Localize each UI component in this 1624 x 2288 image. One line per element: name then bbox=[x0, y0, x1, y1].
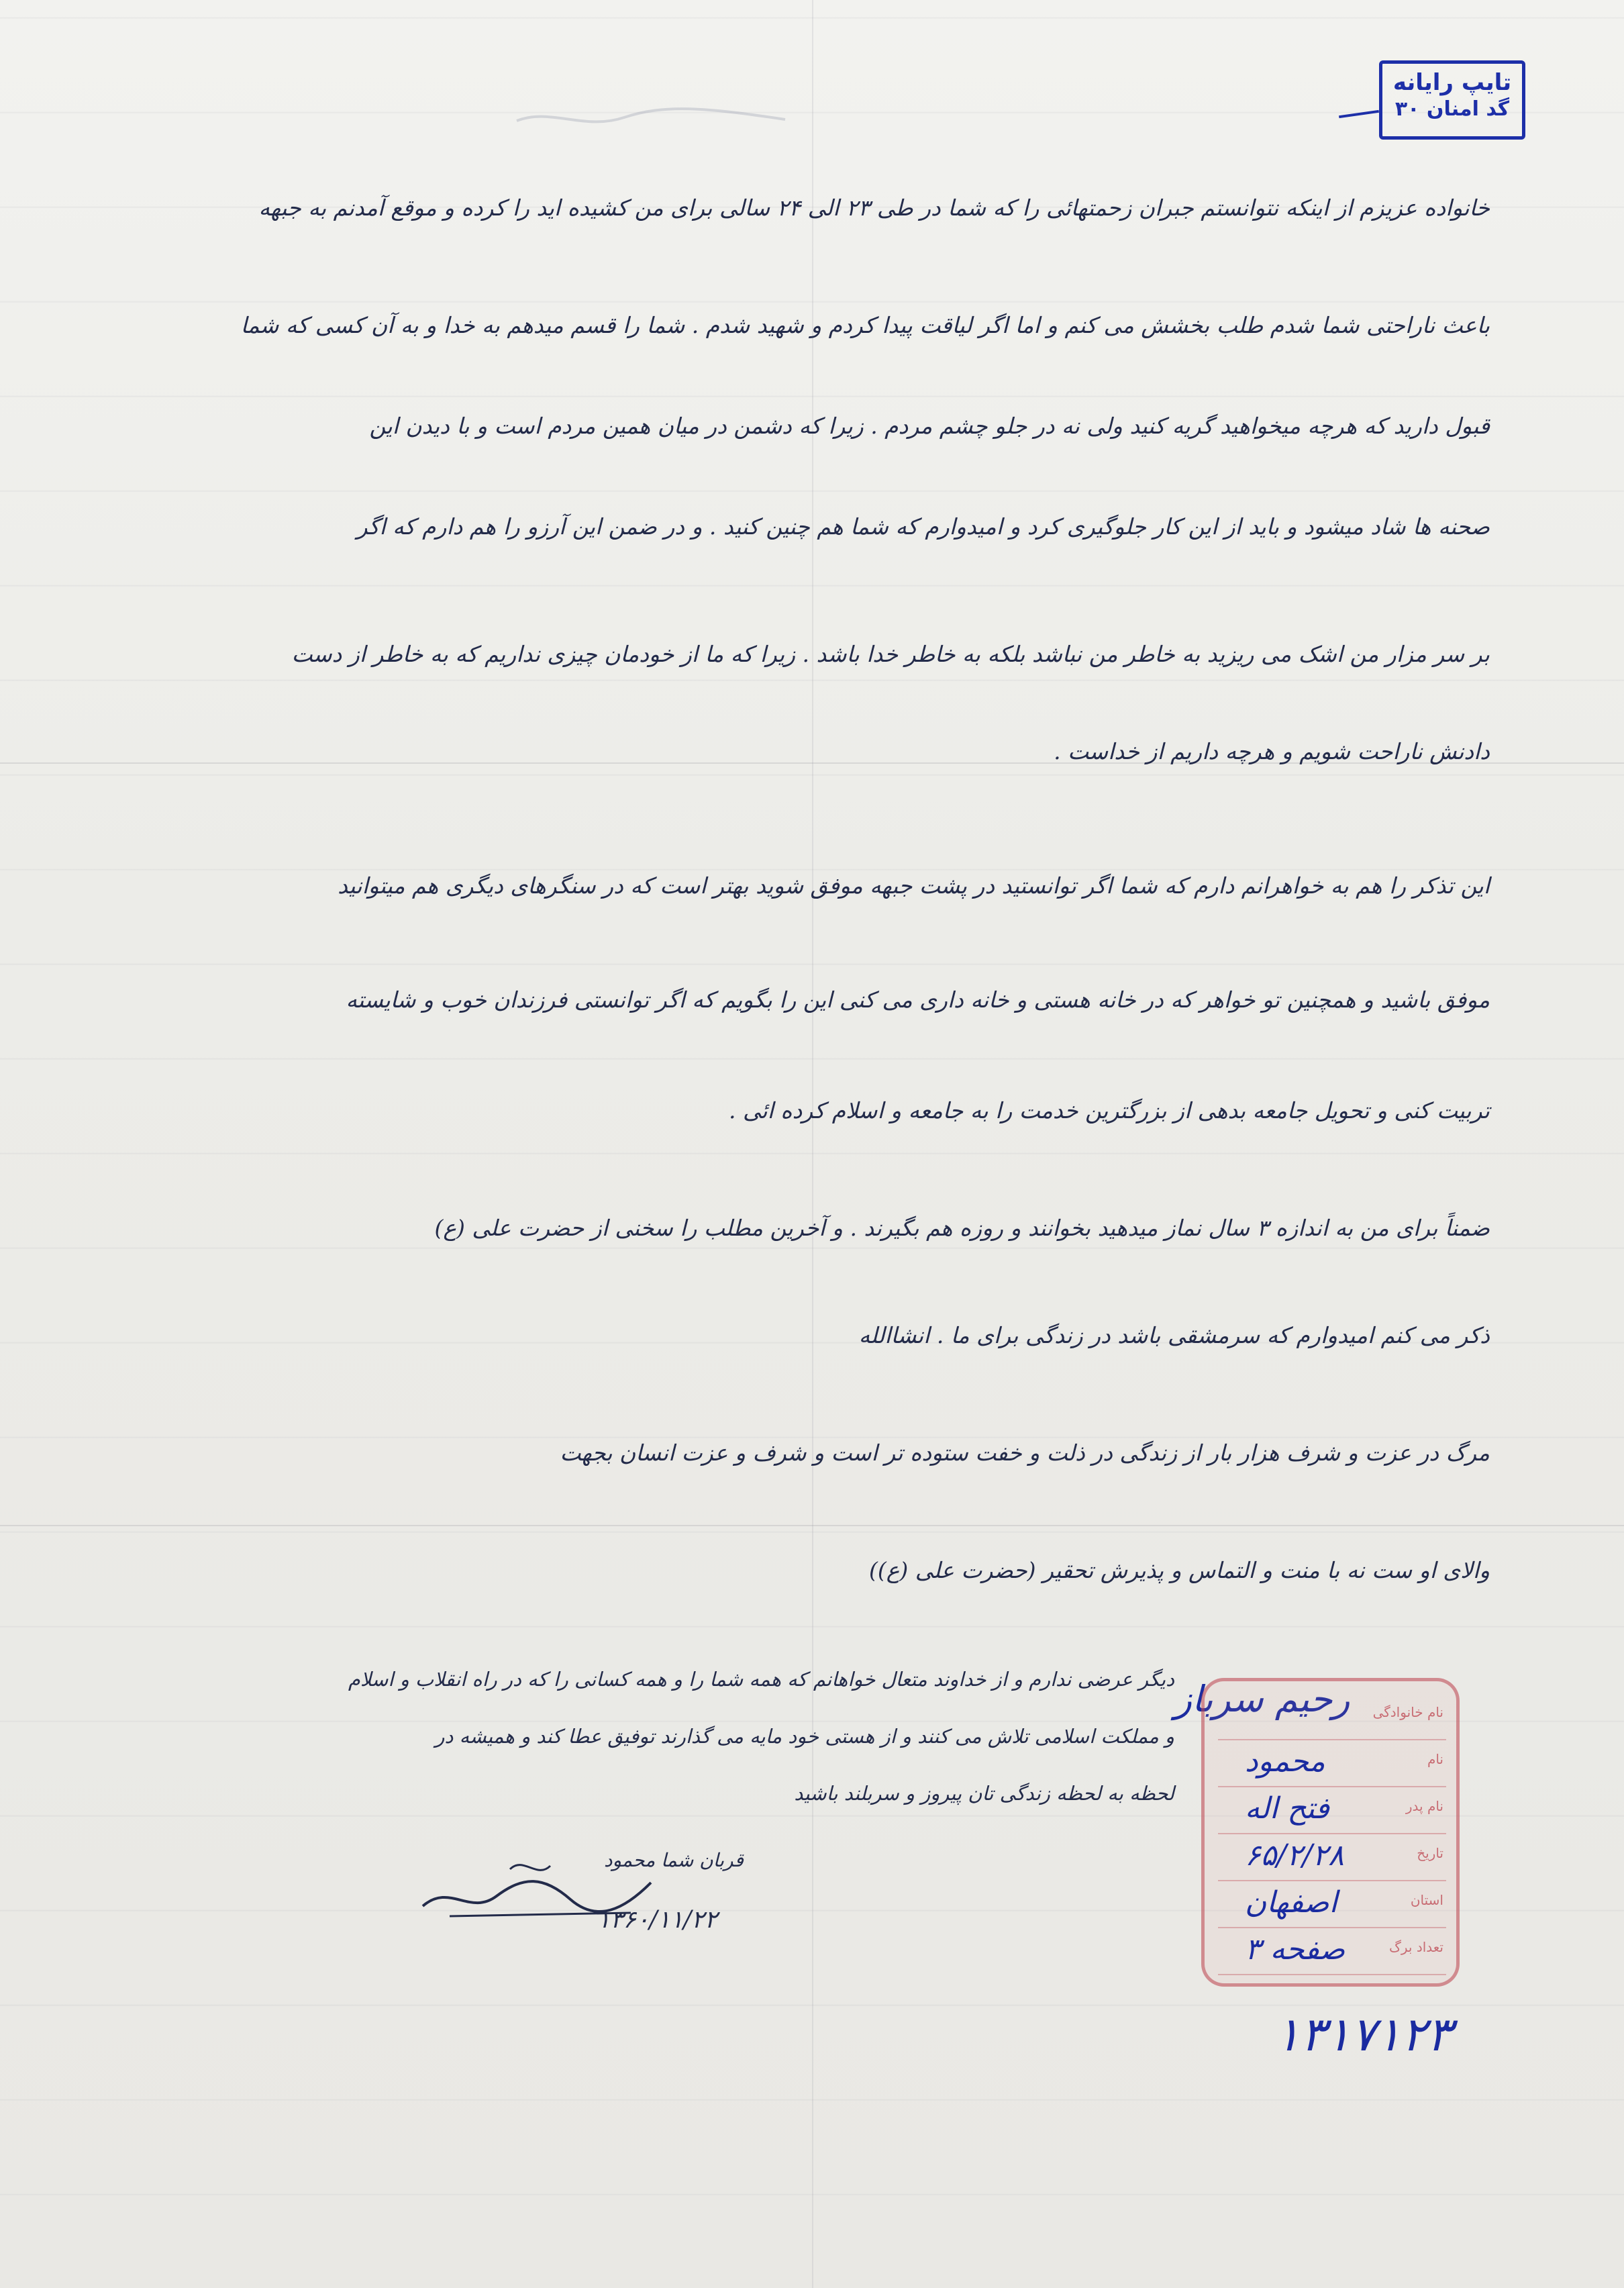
letter-line: خانواده عزیزم از اینکه نتوانستم جبران زحمتهائی را که شما در طی ۲۳ الی ۲۴ سالی برای من کشیده اید را کرده و موقع آمدنم به جبهه bbox=[258, 195, 1490, 221]
stamp-row bbox=[1218, 1932, 1446, 1975]
closing-line: دیگر عرضی ندارم و از خداوند متعال خواهانم که همه شما را و همه کسانی را که در راه انقلاب و اسلام bbox=[348, 1668, 1174, 1691]
stamp-field-value: فتح اله bbox=[1245, 1791, 1329, 1826]
stamp-row bbox=[1218, 1838, 1446, 1881]
closing-line: و مملکت اسلامی تلاش می کنند و از هستی خود مایه می گذارند توفیق عطا کند و همیشه در bbox=[435, 1725, 1174, 1748]
letter-line: دادنش ناراحت شویم و هرچه داریم از خداست . bbox=[1054, 738, 1490, 764]
letter-line: موفق باشید و همچنین تو خواهر که در خانه هستی و خانه داری می کنی این را بگویم که اگر توانستی فرزندان خوب و شایسته bbox=[346, 987, 1490, 1013]
stamp-field-value: محمود bbox=[1245, 1744, 1325, 1779]
letter-line: مرگ در عزت و شرف هزار بار از زندگی در ذلت و خفت ستوده تر است و شرف و عزت انسان بجهت bbox=[560, 1440, 1490, 1466]
stamp-field-label: تاریخ bbox=[1417, 1845, 1443, 1861]
stamp-field-label: نام bbox=[1427, 1751, 1443, 1767]
stamp-field-value: ۶۵/۲/۲۸ bbox=[1245, 1838, 1344, 1873]
registration-stamp bbox=[1201, 1678, 1460, 1987]
stamp-field-label: تعداد برگ bbox=[1388, 1939, 1443, 1955]
closing-line: لحظه به لحظه زندگی تان پیروز و سربلند باشید bbox=[794, 1782, 1174, 1805]
paper-fold bbox=[812, 0, 813, 2288]
top-stamp-line-1: تایپ رایانه bbox=[1392, 69, 1512, 96]
letter-line: ذکر می کنم امیدوارم که سرمشقی باشد در زندگی برای ما . انشاالله bbox=[858, 1322, 1490, 1348]
letter-line: ضمناً برای من به اندازه ۳ سال نماز میدهید بخوانند و روزه هم بگیرند . و آخرین مطلب را سخنی از حضرت علی (ع) bbox=[434, 1215, 1490, 1241]
signature-caption: قربان شما محمود bbox=[604, 1849, 744, 1871]
stamp-field-label: نام پدر bbox=[1405, 1798, 1443, 1814]
letter-line: بر سر مزار من اشک می ریزید به خاطر من نباشد بلکه به خاطر خدا باشد . زیرا که ما از خودمان چیزی نداریم که به خاطر از دست bbox=[291, 641, 1490, 667]
top-stamp-line-2: گد امنان ۳۰ bbox=[1394, 97, 1510, 121]
top-stamp bbox=[1379, 60, 1525, 140]
letter-date: ۱۳۶۰/۱۱/۲۲ bbox=[597, 1906, 717, 1934]
stamp-field-value: صفحه ۳ bbox=[1245, 1932, 1346, 1967]
letter-line: باعث ناراحتی شما شدم طلب بخشش می کنم و اما اگر لیاقت پیدا کردم و شهید شدم . شما را قسم میدهم به خدا و به آن کسی که شما bbox=[240, 312, 1490, 338]
stamp-row bbox=[1218, 1744, 1446, 1787]
letter-line: این تذکر را هم به خواهرانم دارم که شما اگر توانستید در پشت جبهه موفق شوید بهتر است که در سنگرهای دیگری هم میتوانید bbox=[338, 873, 1490, 899]
letter-line: صحنه ها شاد میشود و باید از این کار جلوگیری کرد و امیدوارم که شما هم چنین کنید . و در ضمن این آرزو را هم دارم که اگر bbox=[356, 513, 1490, 540]
letter-line: قبول دارید که هرچه میخواهید گریه کنید ولی نه در جلو چشم مردم . زیرا که دشمن در میان همین مردم است و با دیدن این bbox=[369, 413, 1490, 439]
stamp-row bbox=[1218, 1791, 1446, 1834]
pen-stroke-mark bbox=[1339, 110, 1379, 118]
stamp-handwritten-name: رحیم سرباز bbox=[1174, 1678, 1350, 1720]
stamp-field-value: اصفهان bbox=[1245, 1885, 1337, 1920]
stamp-field-label: استان bbox=[1410, 1892, 1443, 1908]
stamp-field-label: نام خانوادگی bbox=[1372, 1704, 1443, 1720]
letter-line: تربیت کنی و تحویل جامعه بدهی از بزرگترین خدمت را به جامعه و اسلام کرده ائی . bbox=[728, 1097, 1490, 1124]
faint-heading-mark bbox=[510, 101, 792, 134]
archive-number: ۱۳۱۷۱۲۳ bbox=[1275, 2007, 1452, 2062]
letter-line: والای او ست نه با منت و التماس و پذیرش تحقیر (حضرت علی (ع)) bbox=[868, 1557, 1490, 1583]
stamp-row bbox=[1218, 1701, 1446, 1740]
stamp-row bbox=[1218, 1885, 1446, 1928]
